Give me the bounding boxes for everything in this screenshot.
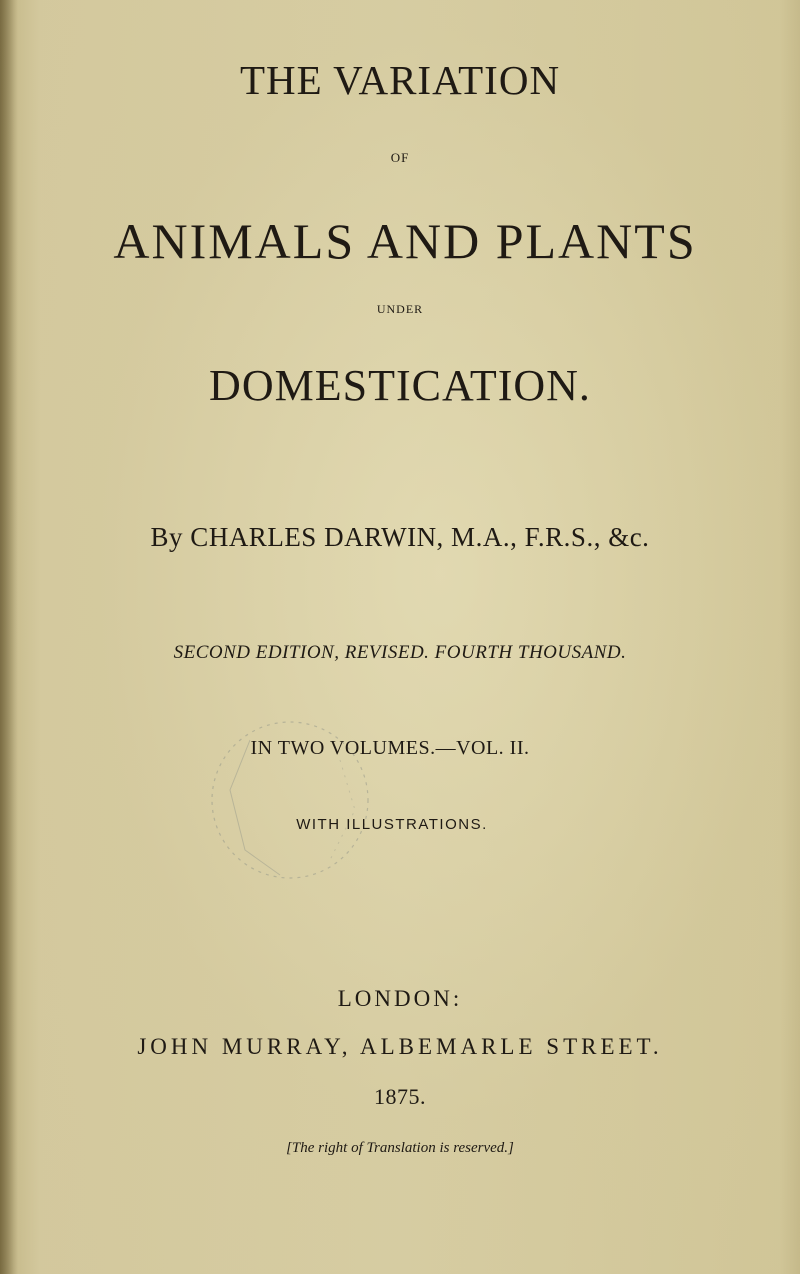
volumes-line: IN TWO VOLUMES.—VOL. II. [250,737,530,759]
title-line-3: DOMESTICATION. [209,361,591,410]
rights-notice: [The right of Translation is reserved.] [286,1140,514,1156]
title-of-word: OF [390,150,410,165]
publisher-line: JOHN MURRAY, ALBEMARLE STREET. [137,1034,663,1059]
publication-year: 1875. [374,1084,426,1109]
illustrations-line: WITH ILLUSTRATIONS. [296,816,488,833]
title-line-2: ANIMALS AND PLANTS [113,213,697,269]
title-under-word: UNDER [376,302,424,316]
spine-shadow [0,0,18,1274]
faded-library-stamp [190,700,390,900]
author-line: By CHARLES DARWIN, M.A., F.R.S., &c. [150,522,650,552]
title-line-1: THE VARIATION [239,57,561,103]
edition-line: SECOND EDITION, REVISED. FOURTH THOUSAND. [173,642,627,663]
publication-place: LONDON: [337,986,463,1011]
